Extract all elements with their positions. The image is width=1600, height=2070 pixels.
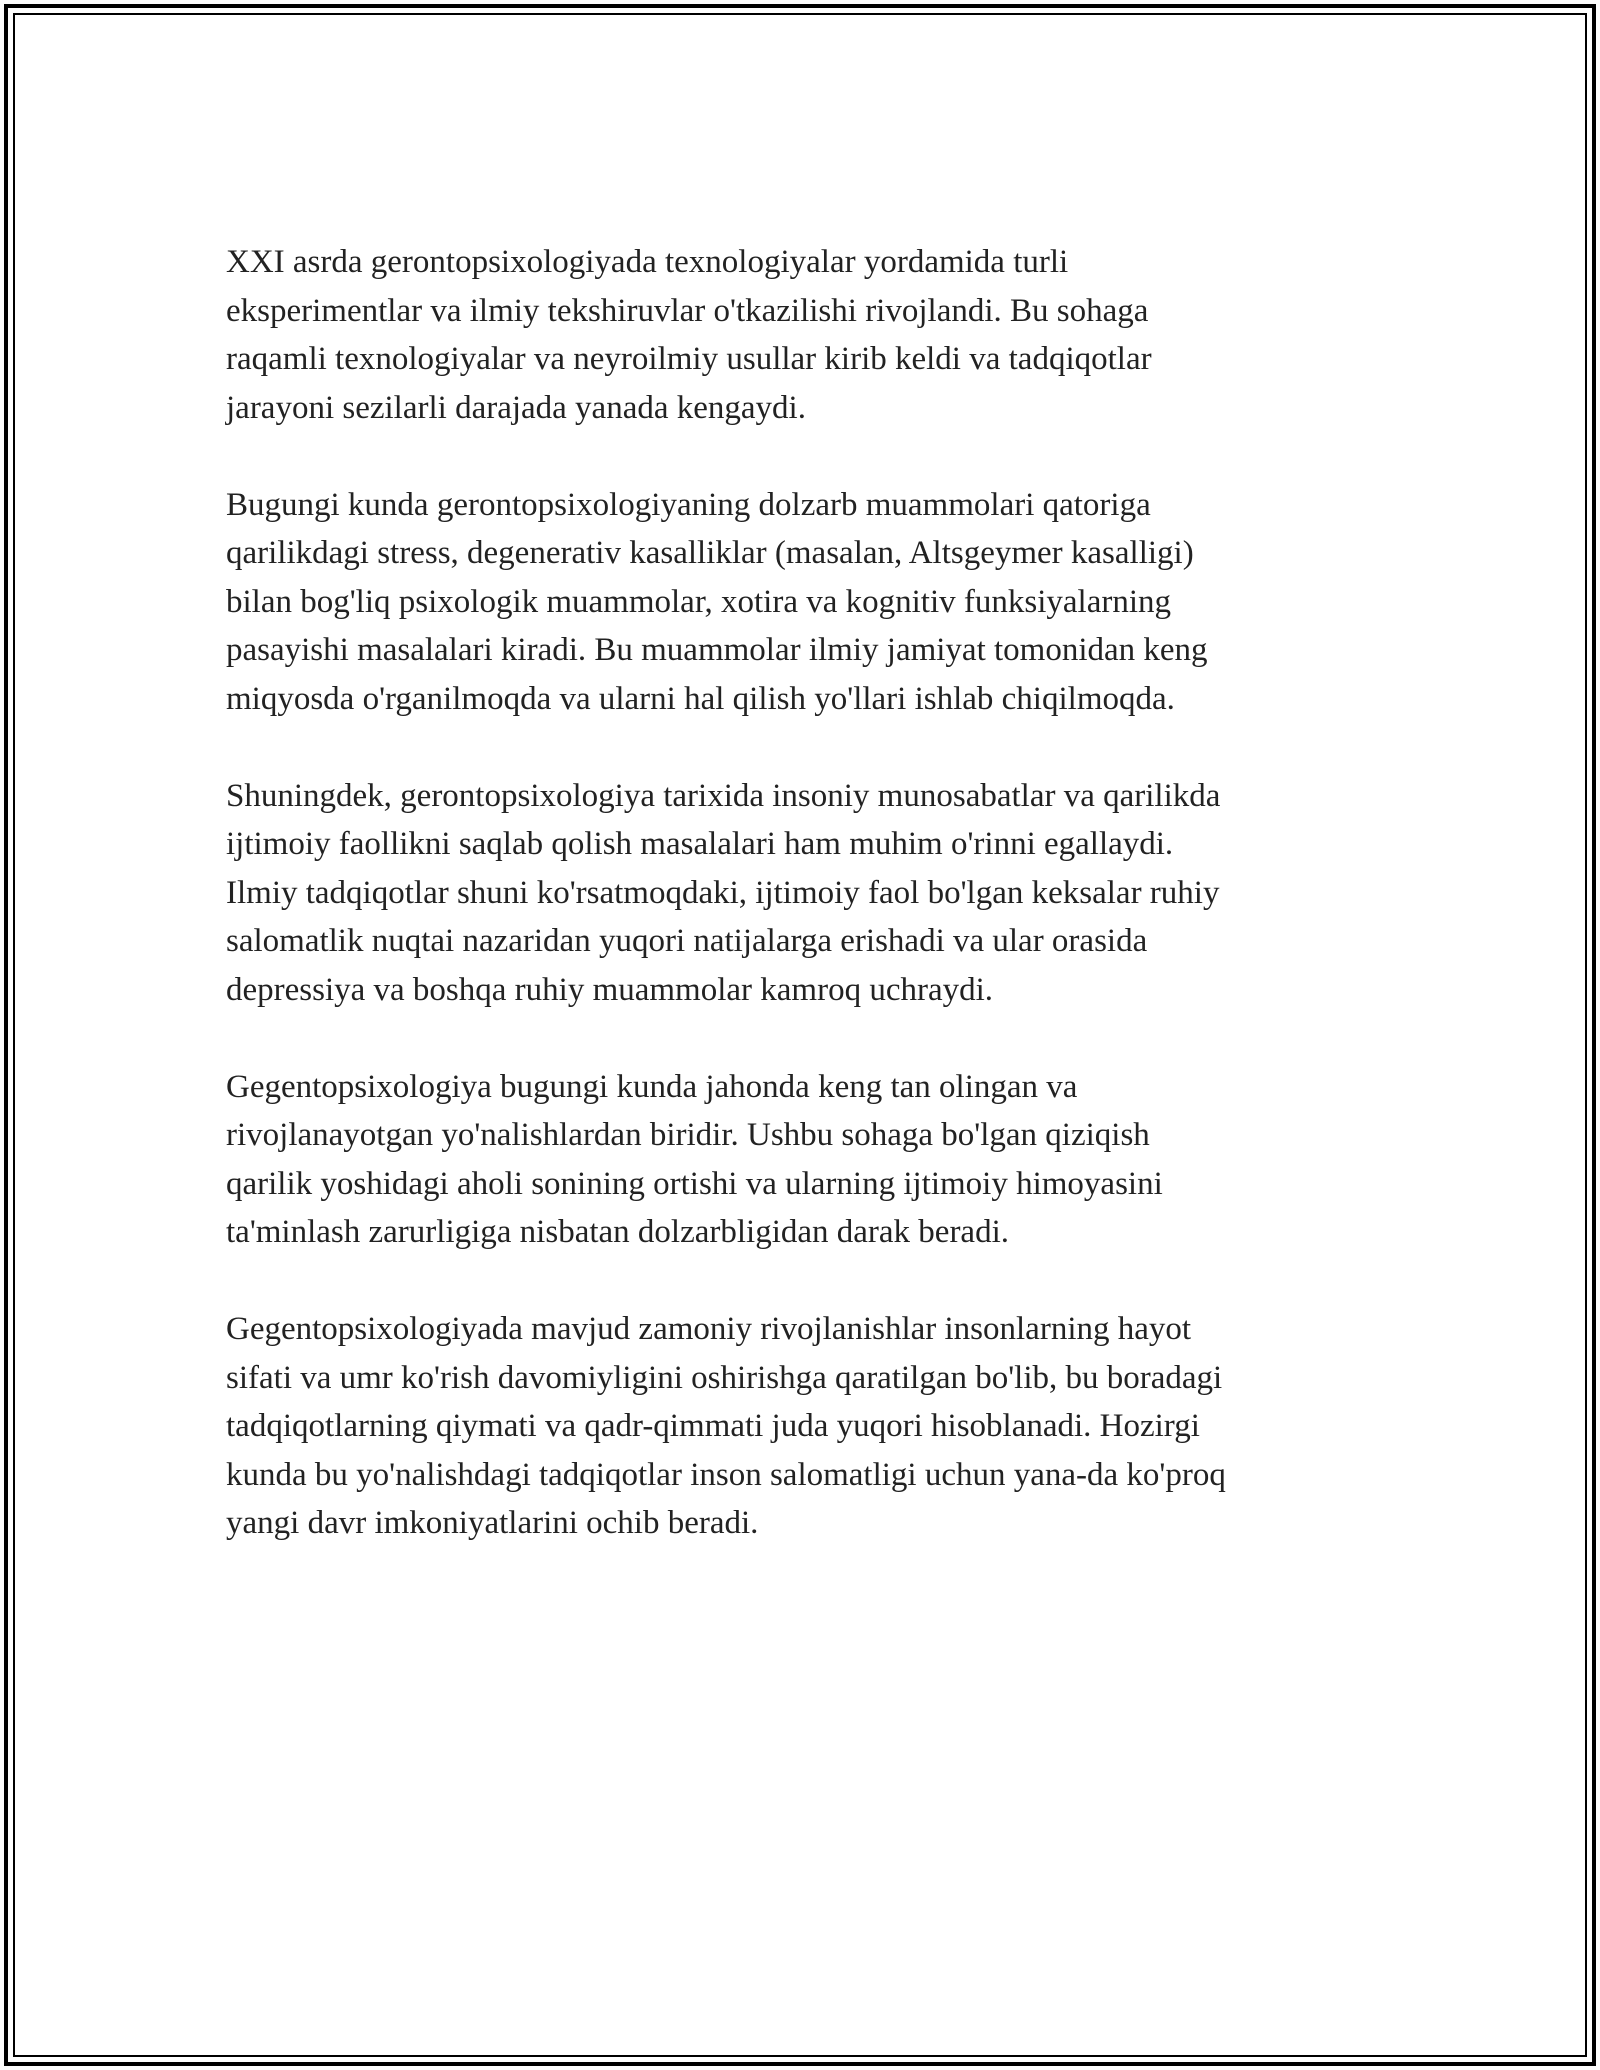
paragraph-2: Bugungi kunda gerontopsixologiyaning dolzarb muammolari qatoriga qarilikdagi stress, degenerativ kasalliklar (masalan, Altsgeymer kasalligi) bilan bog'liq psixologik muammolar, xotira va kognitiv funksiyalarning pasayishi masalalari kiradi. Bu muammolar ilmiy jamiyat tomonidan keng miqyosda o'rganilmoqda va ularni hal qilish yo'llari ishlab chiqilmoqda. (226, 486, 1208, 717)
paragraph-1: XXI asrda gerontopsixologiyada texnologiyalar yordamida turli eksperimentlar va ilmiy tekshiruvlar o'tkazilishi rivojlandi. Bu sohaga raqamli texnologiyalar va neyroilmiy usullar kirib keldi va tadqiqotlar jarayoni sezilarli darajada yanada kengaydi. (226, 244, 1152, 426)
paragraph-5: Gegentopsixologiyada mavjud zamoniy rivojlanishlar insonlarning hayot sifati va umr ko'rish davomiyligini oshirishga qaratilgan bo'lib, bu boradagi tadqiqotlarning qiymati va qadr-qimmati juda yuqori hisoblanadi. Hozirgi kunda bu yo'nalishdagi tadqiqotlar inson salomatligi uchun yana-da ko'proq yangi davr imkoniyatlarini ochib beradi. (226, 1311, 1226, 1541)
paragraph-3: Shuningdek, gerontopsixologiya tarixida insoniy munosabatlar va qarilikda ijtimoiy faollikni saqlab qolish masalalari ham muhim o'rinni egallaydi. Ilmiy tadqiqotlar shuni ko'rsatmoqdaki, ijtimoiy faol bo'lgan keksalar ruhiy salomatlik nuqtai nazaridan yuqori natijalarga erishadi va ular orasida depressiya va boshqa ruhiy muammolar kamroq uchraydi. (226, 777, 1221, 1008)
paragraph-4: Gegentopsixologiya bugungi kunda jahonda keng tan olingan va rivojlanayotgan yo'nalishlardan biridir. Ushbu sohaga bo'lgan qiziqish qarilik yoshidagi aholi sonining ortishi va ularning ijtimoiy himoyasini ta'minlash zarurligiga nisbatan dolzarbligidan darak beradi. (226, 1068, 1163, 1250)
document-body (226, 238, 1366, 1596)
